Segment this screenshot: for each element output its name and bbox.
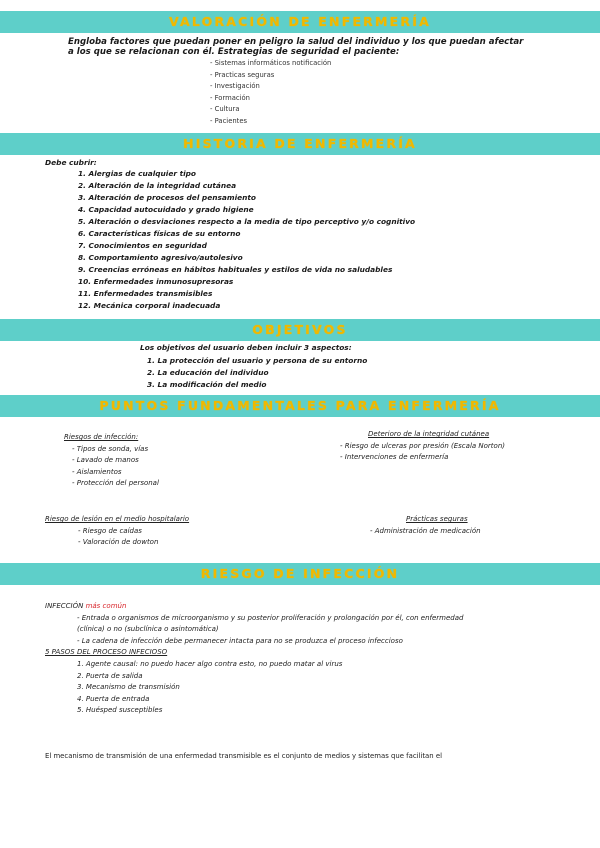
deterioro-block <box>340 429 505 464</box>
valoracion-list <box>210 58 331 128</box>
list-item: - Sistemas informáticos notificación <box>210 59 332 67</box>
historia-list <box>78 168 415 312</box>
objetivos-lead: Los objetivos del usuario deben incluir 3 aspectos: <box>140 343 352 352</box>
riesgo-lesion-block <box>45 514 189 549</box>
practicas-block <box>370 514 481 537</box>
list-item: 1. Agente causal: no puedo hacer algo contra esto, no puedo matar al virus <box>77 659 343 668</box>
list-item: 3. Alteración de procesos del pensamiento <box>78 193 256 202</box>
list-item: - La cadena de infección debe permanecer intacta para no se produzca el proceso infeccioso <box>77 636 403 645</box>
list-item: - Practicas seguras <box>210 70 275 79</box>
list-item: - Administración de medicación <box>370 526 481 535</box>
list-item: - Intervenciones de enfermería <box>340 453 449 462</box>
objetivos-list <box>147 355 367 391</box>
section-banner-puntos <box>0 395 600 417</box>
list-item: 10. Enfermedades inmunosupresoras <box>78 277 234 286</box>
list-item: 9. Creencias erróneas en hábitos habituales y estilos de vida no saludables <box>78 265 393 274</box>
list-item: - Entrada o organismos de microorganismo y su posterior proliferación y prolongación por él, con enfermedad <box>77 613 464 622</box>
deterioro-heading: Deterioro de la integridad cutánea <box>368 430 490 438</box>
list-item: 5. Huésped susceptibles <box>77 706 163 715</box>
riesgos-infeccion-block <box>64 432 159 490</box>
section-banner-objetivos <box>0 319 600 341</box>
list-item: - Valoración de dowton <box>78 538 159 547</box>
riesgo-content <box>45 601 585 717</box>
list-item: - Cultura <box>210 105 240 114</box>
list-item: 3. La modificación del medio <box>147 380 267 389</box>
section-title-puntos: PUNTOS FUNDAMENTALES PARA ENFERMERÍA <box>99 398 501 413</box>
list-item: - Riesgo de caídas <box>78 526 142 535</box>
list-item: - Lavado de manos <box>72 456 139 465</box>
list-item: - Riesgo de ulceras por presión (Escala Norton) <box>340 441 505 450</box>
list-item: 2. La educación del individuo <box>147 368 269 377</box>
valoracion-intro <box>68 37 558 57</box>
list-item: 12. Mecánica corporal inadecuada <box>78 301 221 310</box>
list-item: 2. Puerta de salida <box>77 671 143 680</box>
valoracion-intro-line2: a los que se relacionan con él. Estrategias de seguridad el paciente: <box>68 47 400 57</box>
riesgo-lesion-heading: Riesgo de lesión en el medio hospitalario <box>45 515 190 523</box>
list-item: 1. Alergias de cualquier tipo <box>78 169 197 178</box>
list-item: 1. La protección del usuario y persona de su entorno <box>147 356 368 365</box>
infeccion-label: INFECCIÓN <box>45 602 84 610</box>
list-item: 7. Conocimientos en seguridad <box>78 241 207 250</box>
practicas-heading: Prácticas seguras <box>406 515 468 523</box>
list-item: - Investigación <box>210 82 260 91</box>
section-title-historia: HISTORIA DE ENFERMERÍA <box>183 136 417 151</box>
closing-paragraph: El mecanismo de transmisión de una enfermedad transmisible es el conjunto de medios y sistemas que facilitan el <box>45 752 442 760</box>
riesgos-infeccion-heading: Riesgos de infección: <box>64 433 139 441</box>
list-item: 2. Alteración de la integridad cutánea <box>78 181 237 190</box>
list-item: 11. Enfermedades transmisibles <box>78 289 213 298</box>
section-banner-valoracion <box>0 11 600 33</box>
section-title-riesgo: RIESGO DE INFECCIÓN <box>200 566 400 581</box>
section-title-objetivos: OBJETIVOS <box>252 322 348 337</box>
list-item: - Pacientes <box>210 116 248 125</box>
list-item: - Tipos de sonda, vías <box>72 444 149 453</box>
valoracion-intro-line1: Engloba factores que puedan poner en peligro la salud del individuo y los que puedan afectar <box>68 37 524 47</box>
list-item: - Protección del personal <box>72 479 159 488</box>
list-item: 8. Comportamiento agresivo/autolesivo <box>78 253 243 262</box>
pasos-heading: 5 PASOS DEL PROCESO INFECIOSO <box>45 648 168 657</box>
section-banner-historia <box>0 133 600 155</box>
list-item: (clínica) o no (subclínica o asintomática) <box>77 625 219 634</box>
section-title-valoracion: VALORACIÓN DE ENFERMERÍA <box>169 14 431 29</box>
historia-lead: Debe cubrir: <box>45 158 97 167</box>
infeccion-line <box>45 601 585 613</box>
list-item: 5. Alteración o desviaciones respecto a la media de tipo perceptivo y/o cognitivo <box>78 217 416 226</box>
list-item: 4. Capacidad autocuidado y grado higiene <box>78 205 254 214</box>
list-item: - Formación <box>210 93 250 102</box>
list-item: 4. Puerta de entrada <box>77 694 150 703</box>
list-item: 6. Características físicas de su entorno <box>78 229 241 238</box>
list-item: - Aislamientos <box>72 467 122 476</box>
infeccion-note: más común <box>85 602 127 610</box>
section-banner-riesgo <box>0 563 600 585</box>
list-item: 3. Mecanismo de transmisión <box>77 683 180 692</box>
